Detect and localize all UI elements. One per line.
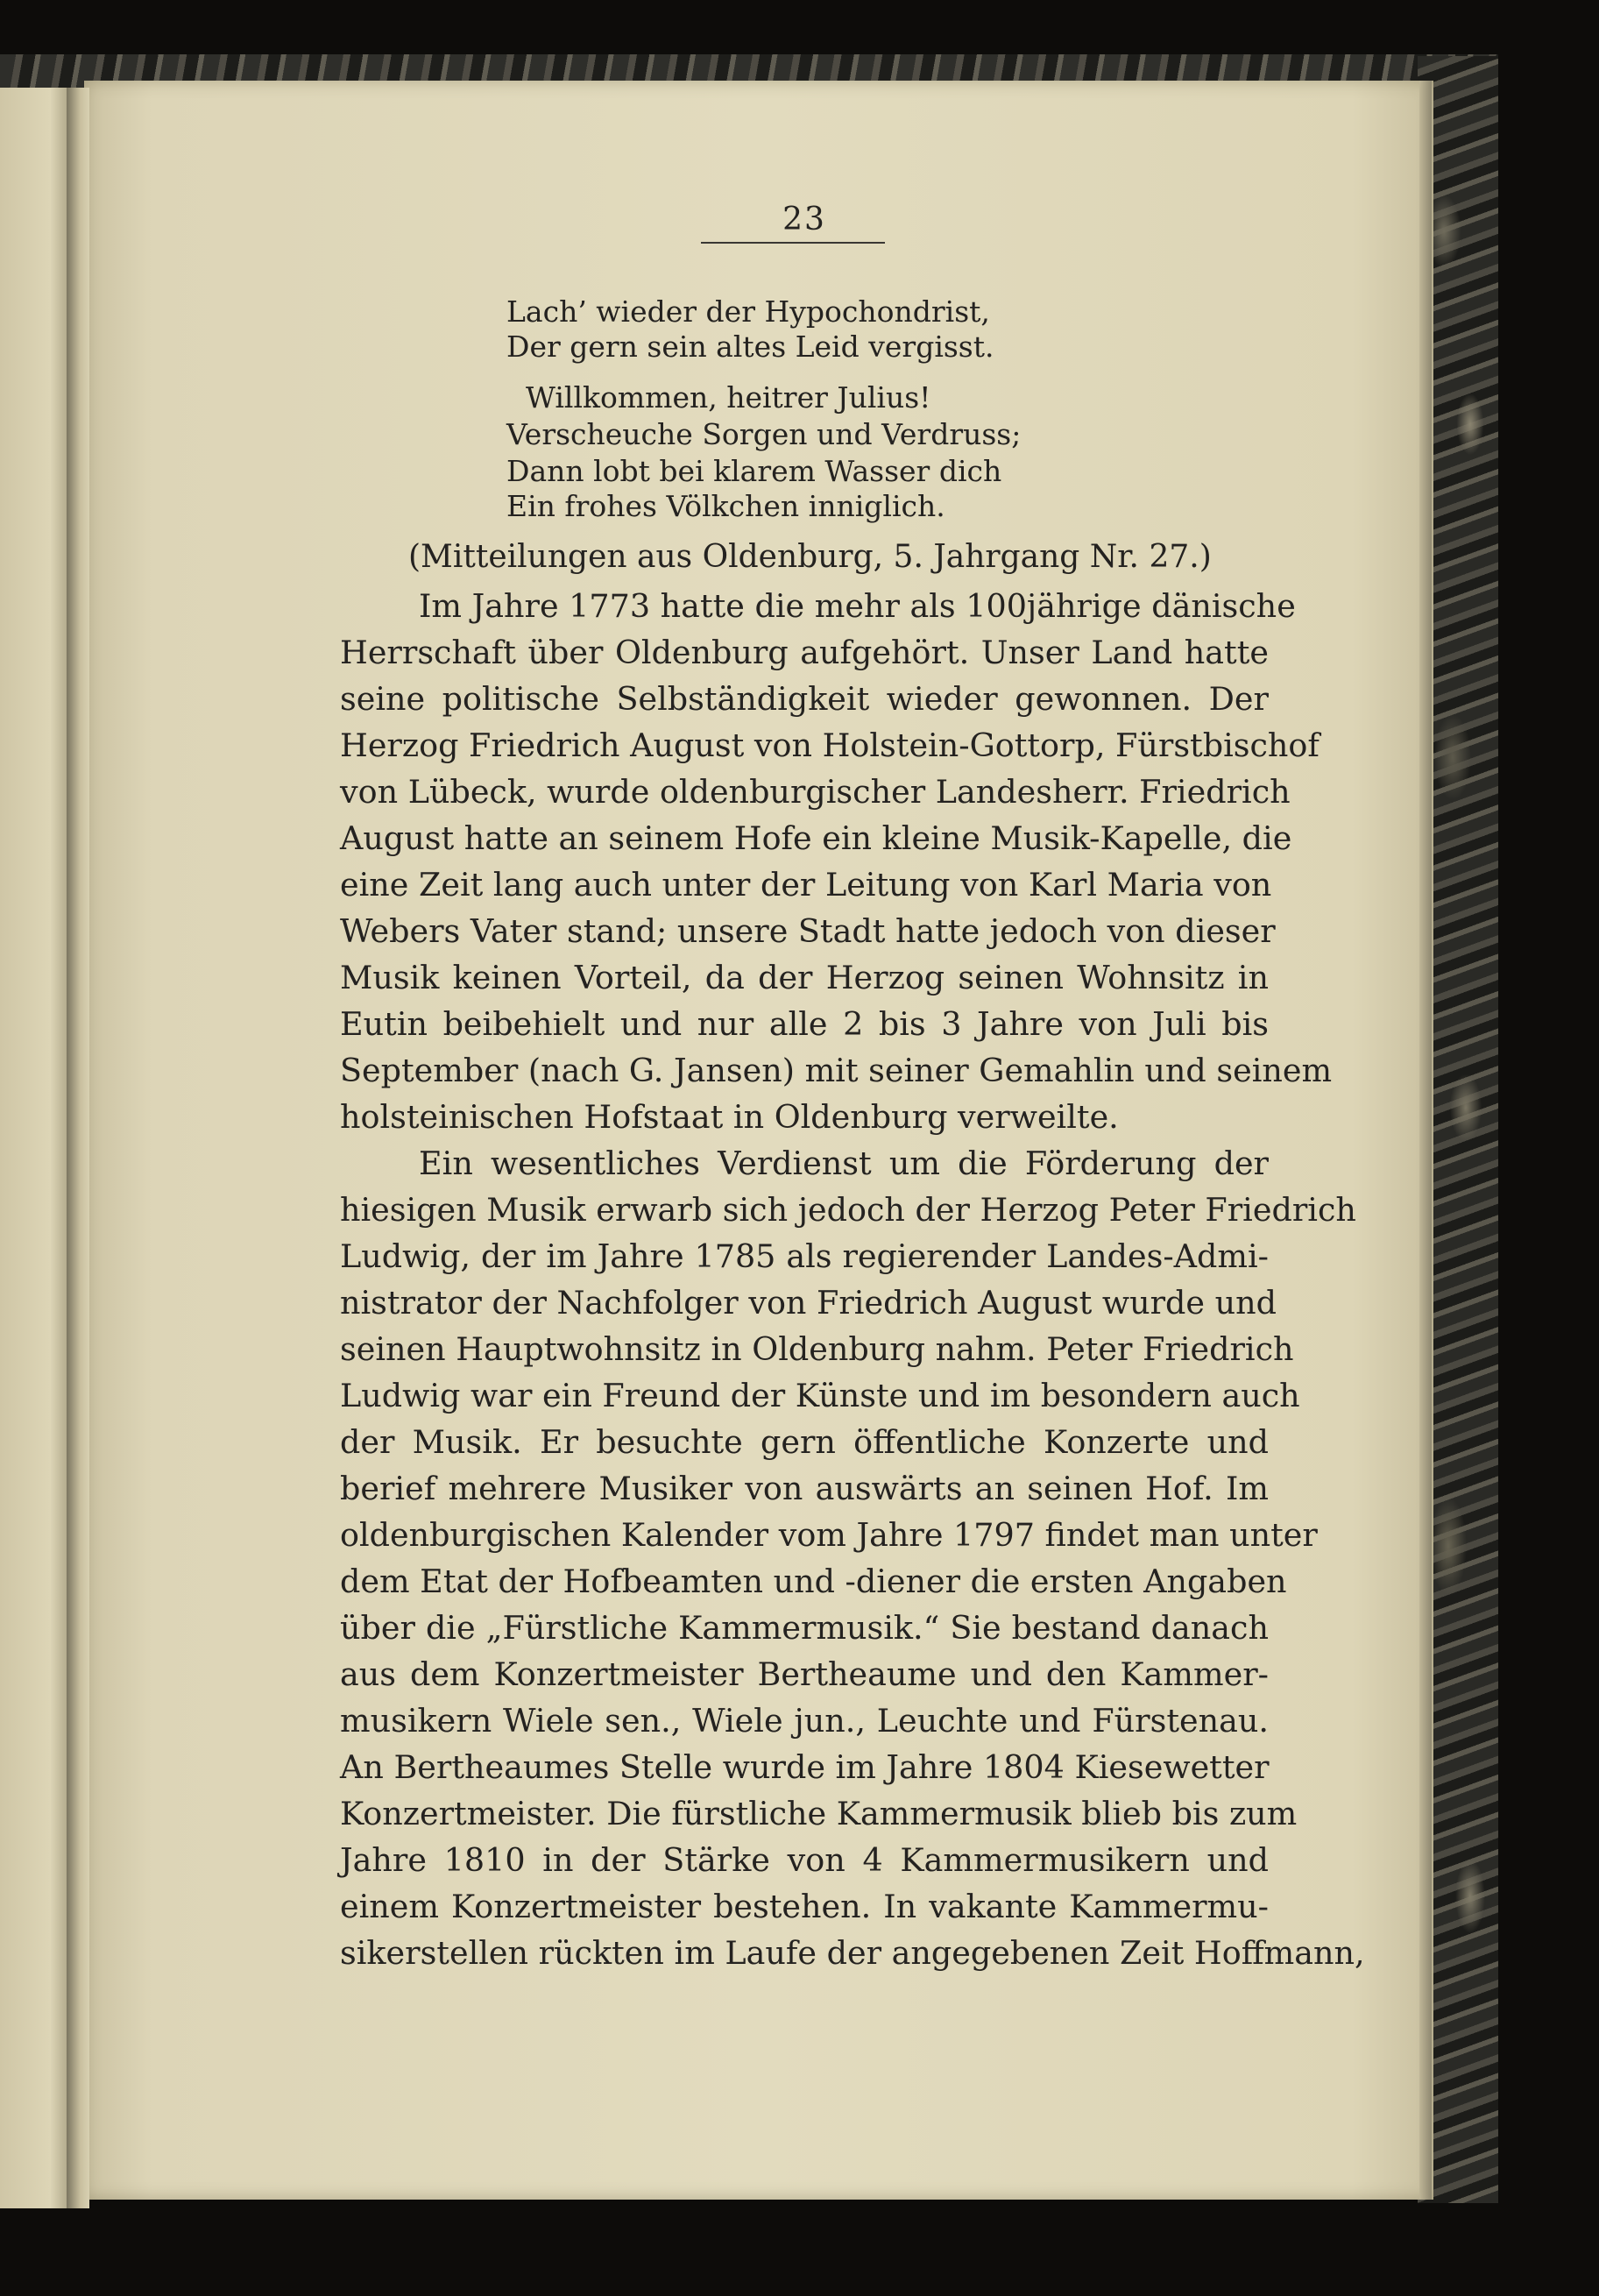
text-line: August hatte an seinem Hofe ein kleine Musik-Kapelle, die [340,819,1292,857]
book-page [84,81,1433,2200]
text-line: von Lübeck, wurde oldenburgischer Landesherr. Friedrich [340,773,1291,811]
text-line: Herrschaft über Oldenburg aufgehört. Unser Land hatte [340,634,1269,671]
text-line: oldenburgischen Kalender vom Jahre 1797 findet man unter [340,1516,1318,1554]
text-line: September (nach G. Jansen) mit seiner Gemahlin und seinem [340,1052,1333,1089]
text-line: Webers Vater stand; unsere Stadt hatte jedoch von dieser [340,912,1276,950]
header-rule [701,242,885,244]
text-line: Herzog Friedrich August von Holstein-Gottorp, Fürstbischof [340,726,1320,764]
verse-line: Der gern sein altes Leid vergisst. [506,330,994,364]
verse-line: Lach’ wieder der Hypochondrist, [506,294,990,329]
text-line: berief mehrere Musiker von auswärts an seinen Hof. Im [340,1470,1269,1507]
book-gutter [67,88,89,2208]
text-line: Im Jahre 1773 hatte die mehr als 100jährige dänische [419,587,1296,625]
text-line: nistrator der Nachfolger von Friedrich August wurde und [340,1284,1277,1322]
text-line: holsteinischen Hofstaat in Oldenburg verweilte. [340,1098,1119,1136]
text-line: aus dem Konzertmeister Bertheaume und den Kammer- [340,1655,1269,1693]
page-text [340,81,1365,2201]
verse-line: Verscheuche Sorgen und Verdruss; [506,417,1022,451]
text-line: hiesigen Musik erwarb sich jedoch der Herzog Peter Friedrich [340,1191,1356,1229]
text-line: Jahre 1810 in der Stärke von 4 Kammermusikern und [340,1841,1269,1879]
text-line: Ein wesentliches Verdienst um die Förderung der [419,1144,1269,1182]
text-line: über die „Fürstliche Kammermusik.“ Sie bestand danach [340,1609,1269,1647]
text-line: Musik keinen Vorteil, da der Herzog seinen Wohnsitz in [340,959,1269,996]
previous-page [0,88,72,2208]
verse-line: Dann lobt bei klarem Wasser dich [506,454,1002,488]
text-line: einem Konzertmeister bestehen. In vakante Kammermu- [340,1888,1269,1925]
text-line: Eutin beibehielt und nur alle 2 bis 3 Jahre von Juli bis [340,1005,1269,1043]
source-citation: (Mitteilungen aus Oldenburg, 5. Jahrgang Nr. 27.) [408,539,1212,575]
text-line: Ludwig, der im Jahre 1785 als regierender Landes-Admi- [340,1237,1269,1275]
text-line: eine Zeit lang auch unter der Leitung von Karl Maria von [340,866,1272,904]
text-line: seinen Hauptwohnsitz in Oldenburg nahm. Peter Friedrich [340,1330,1294,1368]
page-number: 23 [782,202,826,237]
text-line: An Bertheaumes Stelle wurde im Jahre 1804 Kiesewetter [340,1748,1270,1786]
text-line: Konzertmeister. Die fürstliche Kammermusik blieb bis zum [340,1795,1298,1832]
text-line: sikerstellen rückten im Laufe der angegebenen Zeit Hoffmann, [340,1934,1365,1972]
text-line: Ludwig war ein Freund der Künste und im besondern auch [340,1377,1300,1414]
text-line: der Musik. Er besuchte gern öffentliche Konzerte und [340,1423,1269,1461]
page-edge [1419,81,1432,2200]
text-line: musikern Wiele sen., Wiele jun., Leuchte und Fürstenau. [340,1702,1269,1740]
verse-line: Willkommen, heitrer Julius! [526,380,931,415]
text-line: seine politische Selbständigkeit wieder gewonnen. Der [340,680,1269,718]
verse-line: Ein frohes Völkchen inniglich. [506,489,945,523]
text-line: dem Etat der Hofbeamten und -diener die ersten Angaben [340,1563,1287,1600]
